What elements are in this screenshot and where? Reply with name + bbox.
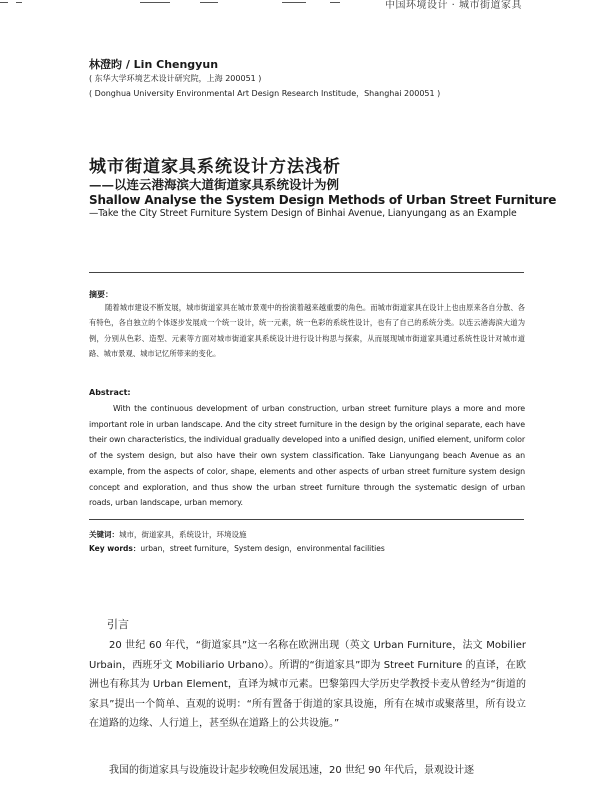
keywords-en-text: urban，street furniture，System design，environmental facilities — [140, 544, 385, 553]
abstract-bottom-rule — [89, 519, 524, 520]
affiliation-en: ( Donghua University Environmental Art Design Research Institude，Shanghai 200051 ) — [89, 89, 441, 98]
subtitle-en: —Take the City Street Furniture System Design of Binhai Avenue, Lianyungang as an Example — [89, 208, 517, 219]
title-cn: 城市街道家具系统设计方法浅析 — [89, 157, 341, 177]
abstract-top-rule — [89, 272, 524, 273]
keywords-en — [89, 543, 385, 554]
affiliation-cn: ( 东华大学环境艺术设计研究院，上海 200051 ) — [89, 74, 262, 83]
keywords-en-label: Key words： — [89, 544, 141, 553]
section-heading-intro: 引言 — [107, 618, 129, 631]
keywords-cn-text: 城市，街道家具，系统设计，环境设施 — [119, 530, 247, 539]
body-paragraph-1: 20 世纪 60 年代，“街道家具”这一名称在欧洲出现（英文 Urban Furniture，法文 Mobilier Urbain，西班牙文 Mobiliario Urbano）。所谓的“街道家具”即为 Street Furniture 的直译，在欧洲也有称其为 Urban Element，直译为城市元素。巴黎第四大学历史学教授卡麦从曾经为“街道的家具”提出一个简单、直观的说明：“所有置备于街道的家具设施，所有在城市或聚落里，所有设立在道路的边缘、人行道上，甚至纵在道路上的公共设施。” — [89, 640, 526, 730]
keywords-cn-label: 关键词： — [89, 530, 119, 539]
running-header: 中国环境设计 · 城市街道家具 — [384, 0, 522, 11]
subtitle-cn: ——以连云港海滨大道街道家具系统设计为例 — [89, 177, 340, 192]
abstract-cn-text: 随着城市建设不断发展，城市街道家具在城市景观中的扮演着越来越重要的角色。而城市街道家具在设计上也由原来各自分散、各有特色，各自独立的个体逐步发展成一个统一设计，统一元素，统一色彩的系统性设计，也有了自己的系统分类。以连云港海滨大道为例，分别从色彩、造型、元素等方面对城市街道家具系统设计进行设计构思与探索，从而展现城市街道家具通过系统性设计对城市道路、城市景观、城市记忆所带来的变化。 — [89, 303, 525, 359]
body-paragraph-2: 我国的街道家具与设施设计起步较晚但发展迅速，20 世纪 90 年代后，景观设计逐 — [109, 765, 474, 776]
title-en: Shallow Analyse the System Design Methods of Urban Street Furniture — [89, 193, 557, 207]
keywords-cn — [89, 529, 247, 540]
abstract-en-text: With the continuous development of urban construction, urban street furniture plays a more and more important role in urban landscape. And the city street furniture in the design by the original separate, each have their own characteristics, the individual gradually developed into a unified design, unified element, uniform color of the system design, but also have their own system classification. Take Lianyungang beach Avenue as an example, from the aspects of color, shape, elements and other aspects of urban street furniture system design concept and exploration, and thus show the urban street furniture through the systematic design of urban roads, urban landscape, urban memory. — [89, 404, 525, 508]
abstract-cn-label: 摘要： — [89, 290, 113, 299]
author-name: 林澄昀 / Lin Chengyun — [89, 58, 219, 71]
abstract-en-label: Abstract: — [89, 388, 131, 397]
